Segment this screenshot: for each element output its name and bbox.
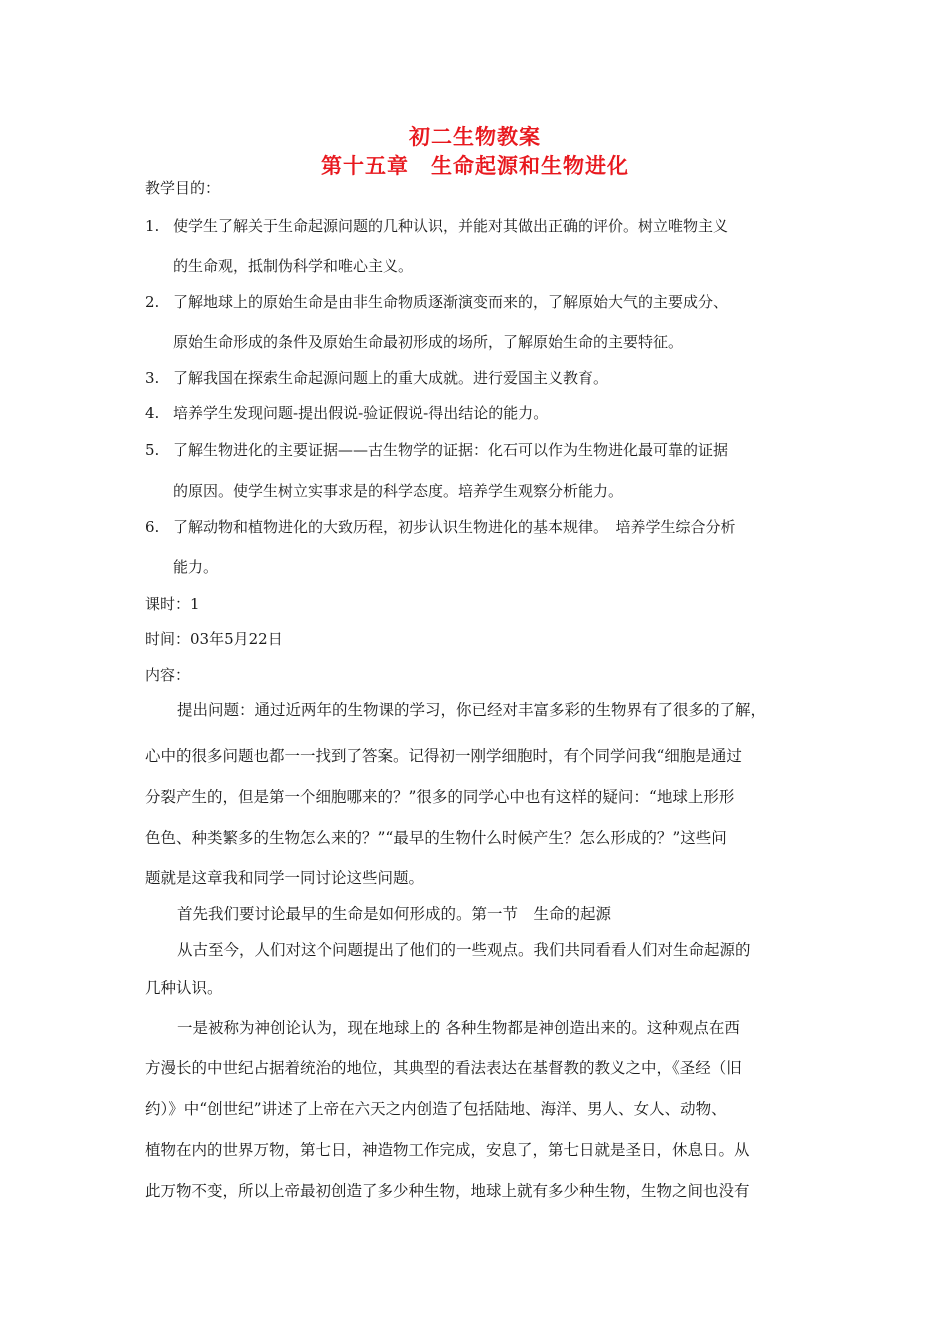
objective-text-continued: 的原因。使学生树立实事求是的科学态度。培养学生观察分析能力。 (173, 482, 624, 500)
chapter-title: 第十五章 生命起源和生物进化 (321, 154, 629, 178)
objective-text: 使学生了解关于生命起源问题的几种认识，并能对其做出正确的评价。树立唯物主义 (173, 217, 729, 235)
paragraph-line: 提出问题：通过近两年的生物课的学习，你已经对丰富多彩的生物界有了很多的了解， (177, 701, 767, 719)
content-heading: 内容： (145, 666, 191, 684)
paragraph-line: 此万物不变，所以上帝最初创造了多少种生物，地球上就有多少种生物，生物之间也没有 (145, 1182, 750, 1200)
objective-number: 5. (145, 441, 160, 459)
paragraph-line: 分裂产生的，但是第一个细胞哪来的？”很多的同学心中也有这样的疑问：“地球上形形 (145, 788, 735, 806)
objective-text: 了解生物进化的主要证据——古生物学的证据：化石可以作为生物进化最可靠的证据 (173, 441, 729, 459)
objective-item (145, 292, 728, 312)
objective-number: 2. (145, 293, 160, 311)
objective-text-continued: 能力。 (173, 558, 219, 576)
objective-text: 了解地球上的原始生命是由非生命物质逐渐演变而来的，了解原始大气的主要成分、 (173, 293, 729, 311)
class-hours: 课时：1 (145, 595, 200, 613)
objective-item (145, 517, 736, 537)
paragraph-line: 约）》中“创世纪”讲述了上帝在六天之内创造了包括陆地、海洋、男人、女人、动物、 (145, 1100, 727, 1118)
paragraph-line: 心中的很多问题也都一一找到了答案。记得初一刚学细胞时，有个同学问我“细胞是通过 (145, 747, 742, 765)
objective-item (145, 403, 548, 423)
objective-item (145, 368, 608, 388)
document-title: 初二生物教案 (409, 125, 541, 149)
objective-number: 6. (145, 518, 160, 536)
objective-number: 4. (145, 404, 160, 422)
objective-item (145, 440, 728, 460)
paragraph-line: 从古至今，人们对这个问题提出了他们的一些观点。我们共同看看人们对生命起源的 (177, 941, 751, 959)
paragraph-line: 题就是这章我和同学一同讨论这些问题。 (145, 869, 425, 887)
objective-text-continued: 的生命观，抵制伪科学和唯心主义。 (173, 257, 414, 275)
lesson-date: 时间：03年5月22日 (145, 630, 283, 648)
paragraph-line: 方漫长的中世纪占据着统治的地位，其典型的看法表达在基督教的教义之中，《圣经（旧 (145, 1059, 742, 1077)
paragraph-line: 植物在内的世界万物，第七日，神造物工作完成，安息了，第七日就是圣日，休息日。从 (145, 1141, 750, 1159)
paragraph-line: 几种认识。 (145, 979, 223, 997)
paragraph-line: 色色、种类繁多的生物怎么来的？”“最早的生物什么时候产生？怎么形成的？”这些问 (145, 829, 727, 847)
objective-text-continued: 原始生命形成的条件及原始生命最初形成的场所，了解原始生命的主要特征。 (173, 333, 684, 351)
objective-number: 1. (145, 217, 160, 235)
paragraph-line: 一是被称为神创论认为，现在地球上的 各种生物都是神创造出来的。这种观点在西 (177, 1019, 740, 1037)
objective-text: 了解我国在探索生命起源问题上的重大成就。进行爱国主义教育。 (173, 369, 609, 387)
paragraph-line: 首先我们要讨论最早的生命是如何形成的。第一节 生命的起源 (177, 905, 612, 923)
objective-number: 3. (145, 369, 160, 387)
objectives-heading: 教学目的： (145, 179, 221, 197)
objective-item (145, 216, 728, 236)
objective-text: 了解动物和植物进化的大致历程，初步认识生物进化的基本规律。 培养学生综合分析 (173, 518, 736, 536)
objective-text: 培养学生发现问题-提出假说-验证假说-得出结论的能力。 (173, 404, 549, 422)
